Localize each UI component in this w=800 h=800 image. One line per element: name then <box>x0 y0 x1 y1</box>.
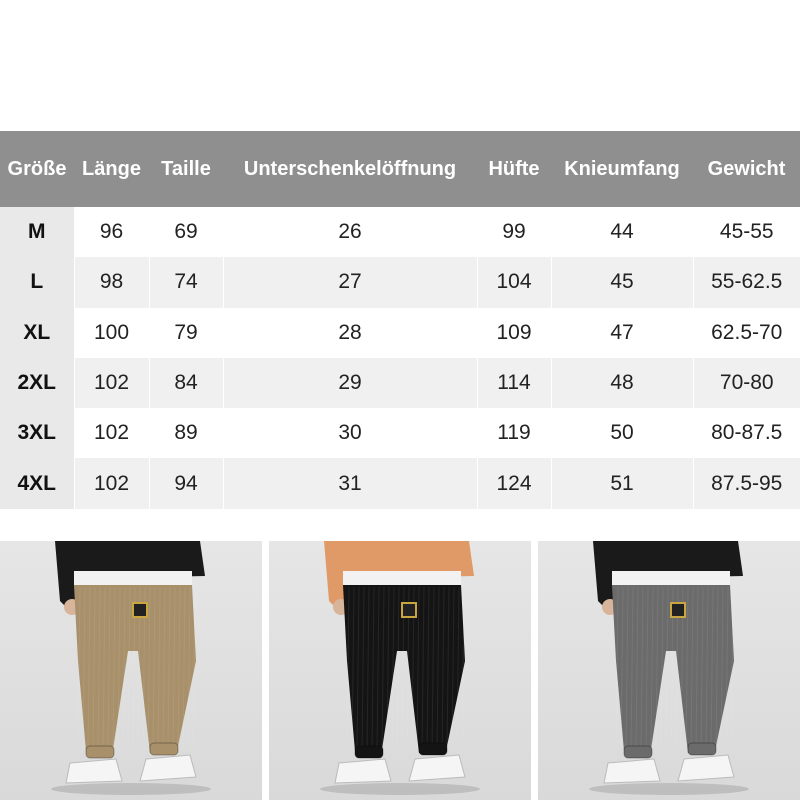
cell-weight: 45-55 <box>693 207 800 257</box>
cell-length: 102 <box>74 358 149 408</box>
waistband <box>343 571 461 585</box>
header-length: Länge <box>74 131 149 207</box>
right-sneaker <box>409 755 465 781</box>
product-photo-gray <box>538 541 800 800</box>
header-size: Größe <box>0 131 74 207</box>
cell-waist: 69 <box>149 207 223 257</box>
left-cuff <box>355 746 383 758</box>
right-cuff <box>688 743 716 755</box>
cell-size: XL <box>0 308 74 358</box>
cell-size: 2XL <box>0 358 74 408</box>
cell-weight: 70-80 <box>693 358 800 408</box>
left-cuff <box>86 746 114 758</box>
table-header-row <box>0 131 800 207</box>
right-sneaker <box>140 755 196 781</box>
logo-patch <box>671 603 685 617</box>
left-sneaker <box>335 759 391 783</box>
cell-leg-opening: 30 <box>223 408 477 458</box>
header-waist: Taille <box>149 131 223 207</box>
cell-waist: 79 <box>149 308 223 358</box>
cell-leg-opening: 26 <box>223 207 477 257</box>
floor-shadow <box>589 783 749 795</box>
cell-length: 102 <box>74 458 149 508</box>
left-sneaker <box>66 759 122 783</box>
cell-waist: 94 <box>149 458 223 508</box>
cell-length: 100 <box>74 308 149 358</box>
cell-waist: 89 <box>149 408 223 458</box>
cell-knee: 47 <box>551 308 693 358</box>
waistband <box>74 571 192 585</box>
cell-hip: 109 <box>477 308 551 358</box>
cell-hip: 99 <box>477 207 551 257</box>
cell-waist: 84 <box>149 358 223 408</box>
logo-patch <box>133 603 147 617</box>
cell-knee: 50 <box>551 408 693 458</box>
waistband <box>612 571 730 585</box>
size-chart-table <box>0 131 800 509</box>
cell-length: 98 <box>74 257 149 307</box>
right-cuff <box>419 743 447 755</box>
pants-illustration <box>0 541 262 800</box>
pants-illustration <box>269 541 531 800</box>
header-weight: Gewicht <box>693 131 800 207</box>
cell-knee: 45 <box>551 257 693 307</box>
table-row <box>0 257 800 307</box>
floor-shadow <box>320 783 480 795</box>
cell-length: 102 <box>74 408 149 458</box>
cell-weight: 62.5-70 <box>693 308 800 358</box>
table-row <box>0 408 800 458</box>
cell-size: L <box>0 257 74 307</box>
cell-hip: 124 <box>477 458 551 508</box>
cell-weight: 55-62.5 <box>693 257 800 307</box>
cell-hip: 119 <box>477 408 551 458</box>
cell-weight: 87.5-95 <box>693 458 800 508</box>
cell-hip: 114 <box>477 358 551 408</box>
cell-leg-opening: 31 <box>223 458 477 508</box>
cell-knee: 48 <box>551 358 693 408</box>
cell-knee: 44 <box>551 207 693 257</box>
product-photo-khaki <box>0 541 262 800</box>
table-row <box>0 308 800 358</box>
cell-length: 96 <box>74 207 149 257</box>
table-row <box>0 358 800 408</box>
right-sneaker <box>678 755 734 781</box>
cell-leg-opening: 28 <box>223 308 477 358</box>
cell-hip: 104 <box>477 257 551 307</box>
header-knee: Knieumfang <box>551 131 693 207</box>
product-photo-black <box>269 541 531 800</box>
cell-leg-opening: 27 <box>223 257 477 307</box>
table-row <box>0 207 800 257</box>
cell-leg-opening: 29 <box>223 358 477 408</box>
header-leg-opening: Unterschenkelöffnung <box>223 131 477 207</box>
cell-size: 3XL <box>0 408 74 458</box>
pants-illustration <box>538 541 800 800</box>
floor-shadow <box>51 783 211 795</box>
cell-size: M <box>0 207 74 257</box>
cell-knee: 51 <box>551 458 693 508</box>
table-row <box>0 458 800 508</box>
right-cuff <box>150 743 178 755</box>
cell-weight: 80-87.5 <box>693 408 800 458</box>
left-sneaker <box>604 759 660 783</box>
cell-size: 4XL <box>0 458 74 508</box>
left-cuff <box>624 746 652 758</box>
header-hip: Hüfte <box>477 131 551 207</box>
logo-patch <box>402 603 416 617</box>
cell-waist: 74 <box>149 257 223 307</box>
